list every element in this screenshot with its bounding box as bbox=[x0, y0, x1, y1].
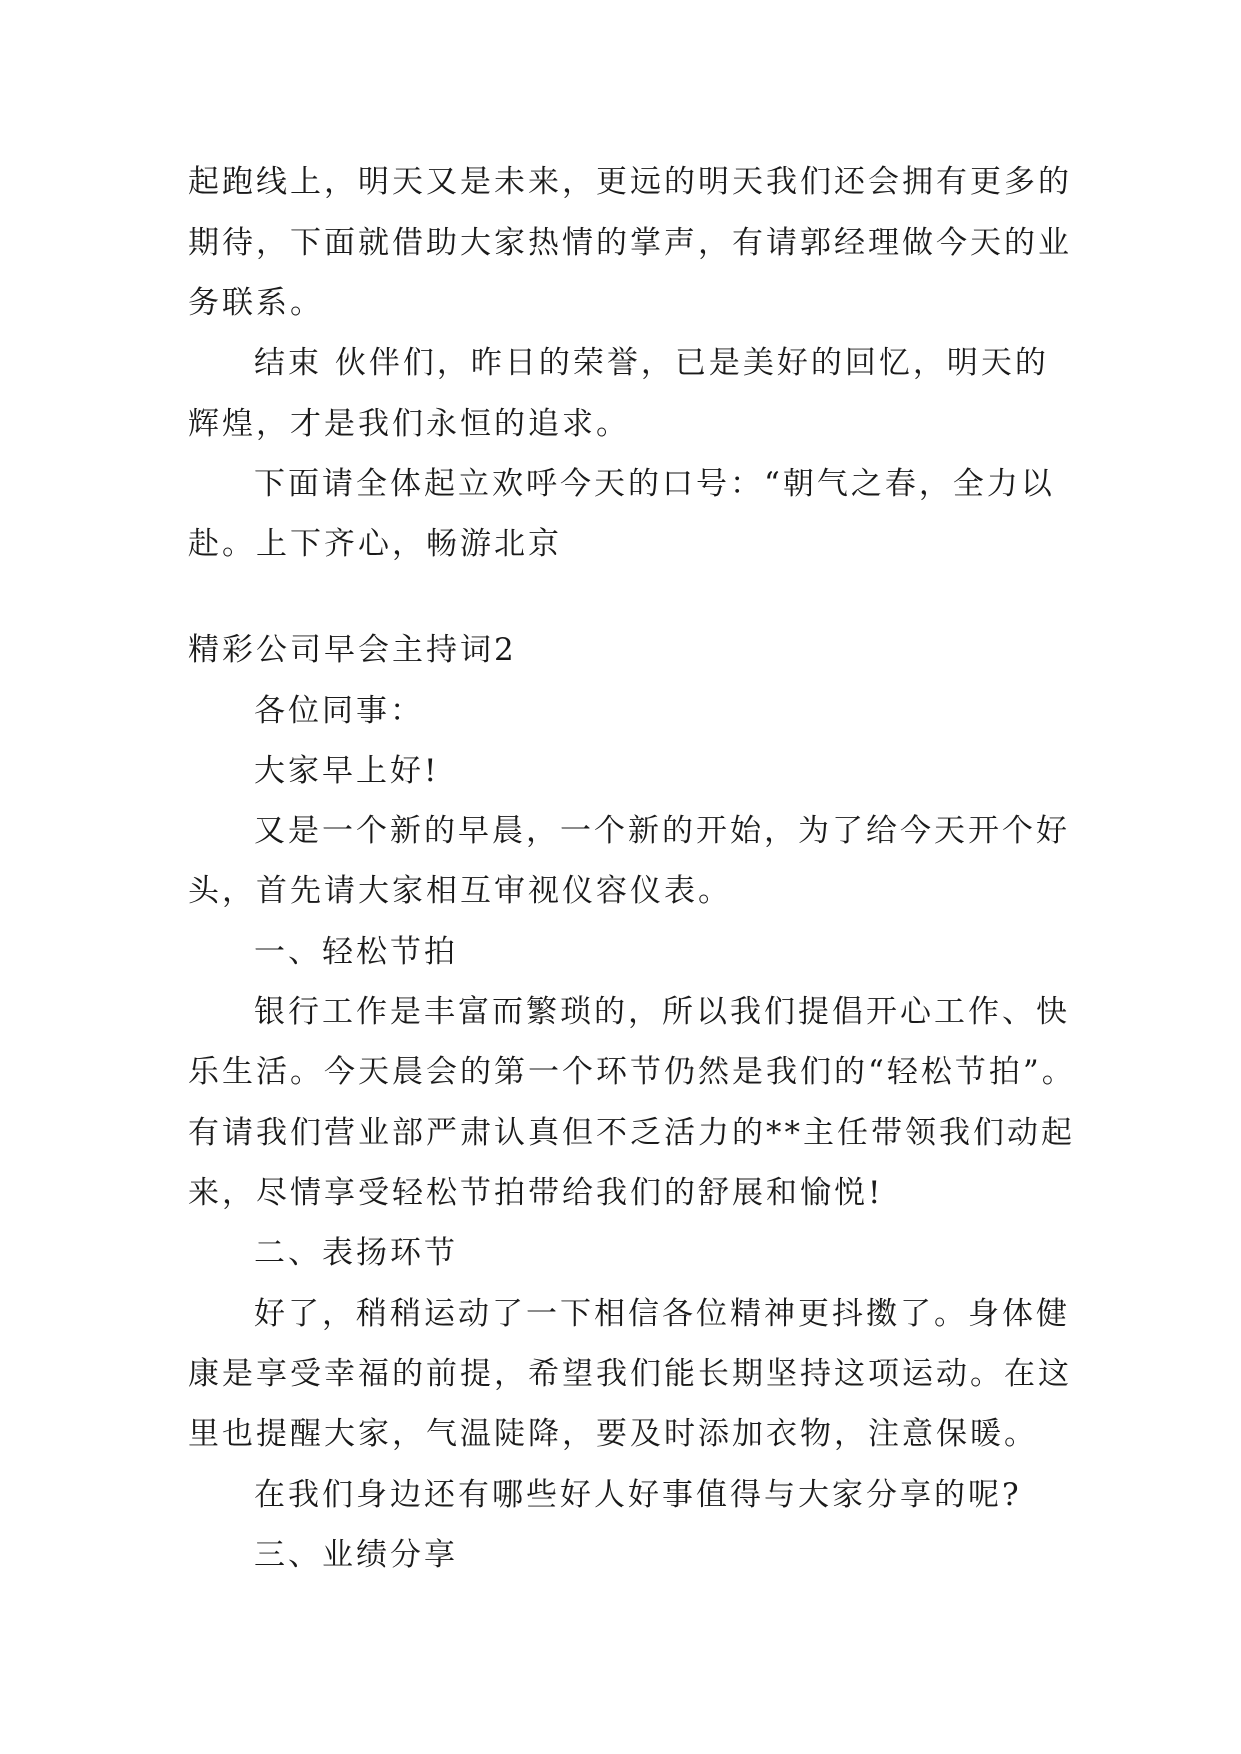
paragraph-line: 又是一个新的早晨，一个新的开始，为了给今天开个好 bbox=[254, 813, 1070, 849]
paragraph-line: 各位同事： bbox=[254, 693, 424, 729]
paragraph-line: 康是享受幸福的前提，希望我们能长期坚持这项运动。在这 bbox=[188, 1356, 1072, 1392]
paragraph-line: 里也提醒大家，气温陡降，要及时添加衣物，注意保暖。 bbox=[188, 1416, 1038, 1452]
paragraph-line: 在我们身边还有哪些好人好事值得与大家分享的呢? bbox=[254, 1477, 1022, 1513]
section-title: 精彩公司早会主持词2 bbox=[188, 632, 517, 668]
paragraph-line: 辉煌，才是我们永恒的追求。 bbox=[188, 406, 630, 442]
paragraph-line: 有请我们营业部严肃认真但不乏活力的**主任带领我们动起 bbox=[188, 1115, 1075, 1151]
paragraph-line: 好了，稍稍运动了一下相信各位精神更抖擞了。身体健 bbox=[254, 1296, 1070, 1332]
paragraph-line: 赴。上下齐心，畅游北京 bbox=[188, 526, 562, 562]
paragraph-line: 头，首先请大家相互审视仪容仪表。 bbox=[188, 873, 732, 909]
paragraph-line: 起跑线上，明天又是未来，更远的明天我们还会拥有更多的 bbox=[188, 164, 1072, 200]
subheading: 二、表扬环节 bbox=[254, 1235, 458, 1271]
subheading: 三、业绩分享 bbox=[254, 1537, 458, 1573]
paragraph-line: 下面请全体起立欢呼今天的口号：“朝气之春，全力以 bbox=[254, 466, 1055, 502]
paragraph-line: 来，尽情享受轻松节拍带给我们的舒展和愉悦! bbox=[188, 1175, 884, 1211]
subheading: 一、轻松节拍 bbox=[254, 934, 458, 970]
paragraph-line: 银行工作是丰富而繁琐的，所以我们提倡开心工作、快 bbox=[254, 994, 1070, 1030]
paragraph-line: 期待，下面就借助大家热情的掌声，有请郭经理做今天的业 bbox=[188, 225, 1072, 261]
paragraph-line: 大家早上好! bbox=[254, 753, 440, 789]
paragraph-line: 乐生活。今天晨会的第一个环节仍然是我们的“轻松节拍”。 bbox=[188, 1054, 1076, 1090]
paragraph-line: 结束 伙伴们，昨日的荣誉，已是美好的回忆，明天的 bbox=[254, 345, 1049, 381]
paragraph-line: 务联系。 bbox=[188, 285, 324, 321]
